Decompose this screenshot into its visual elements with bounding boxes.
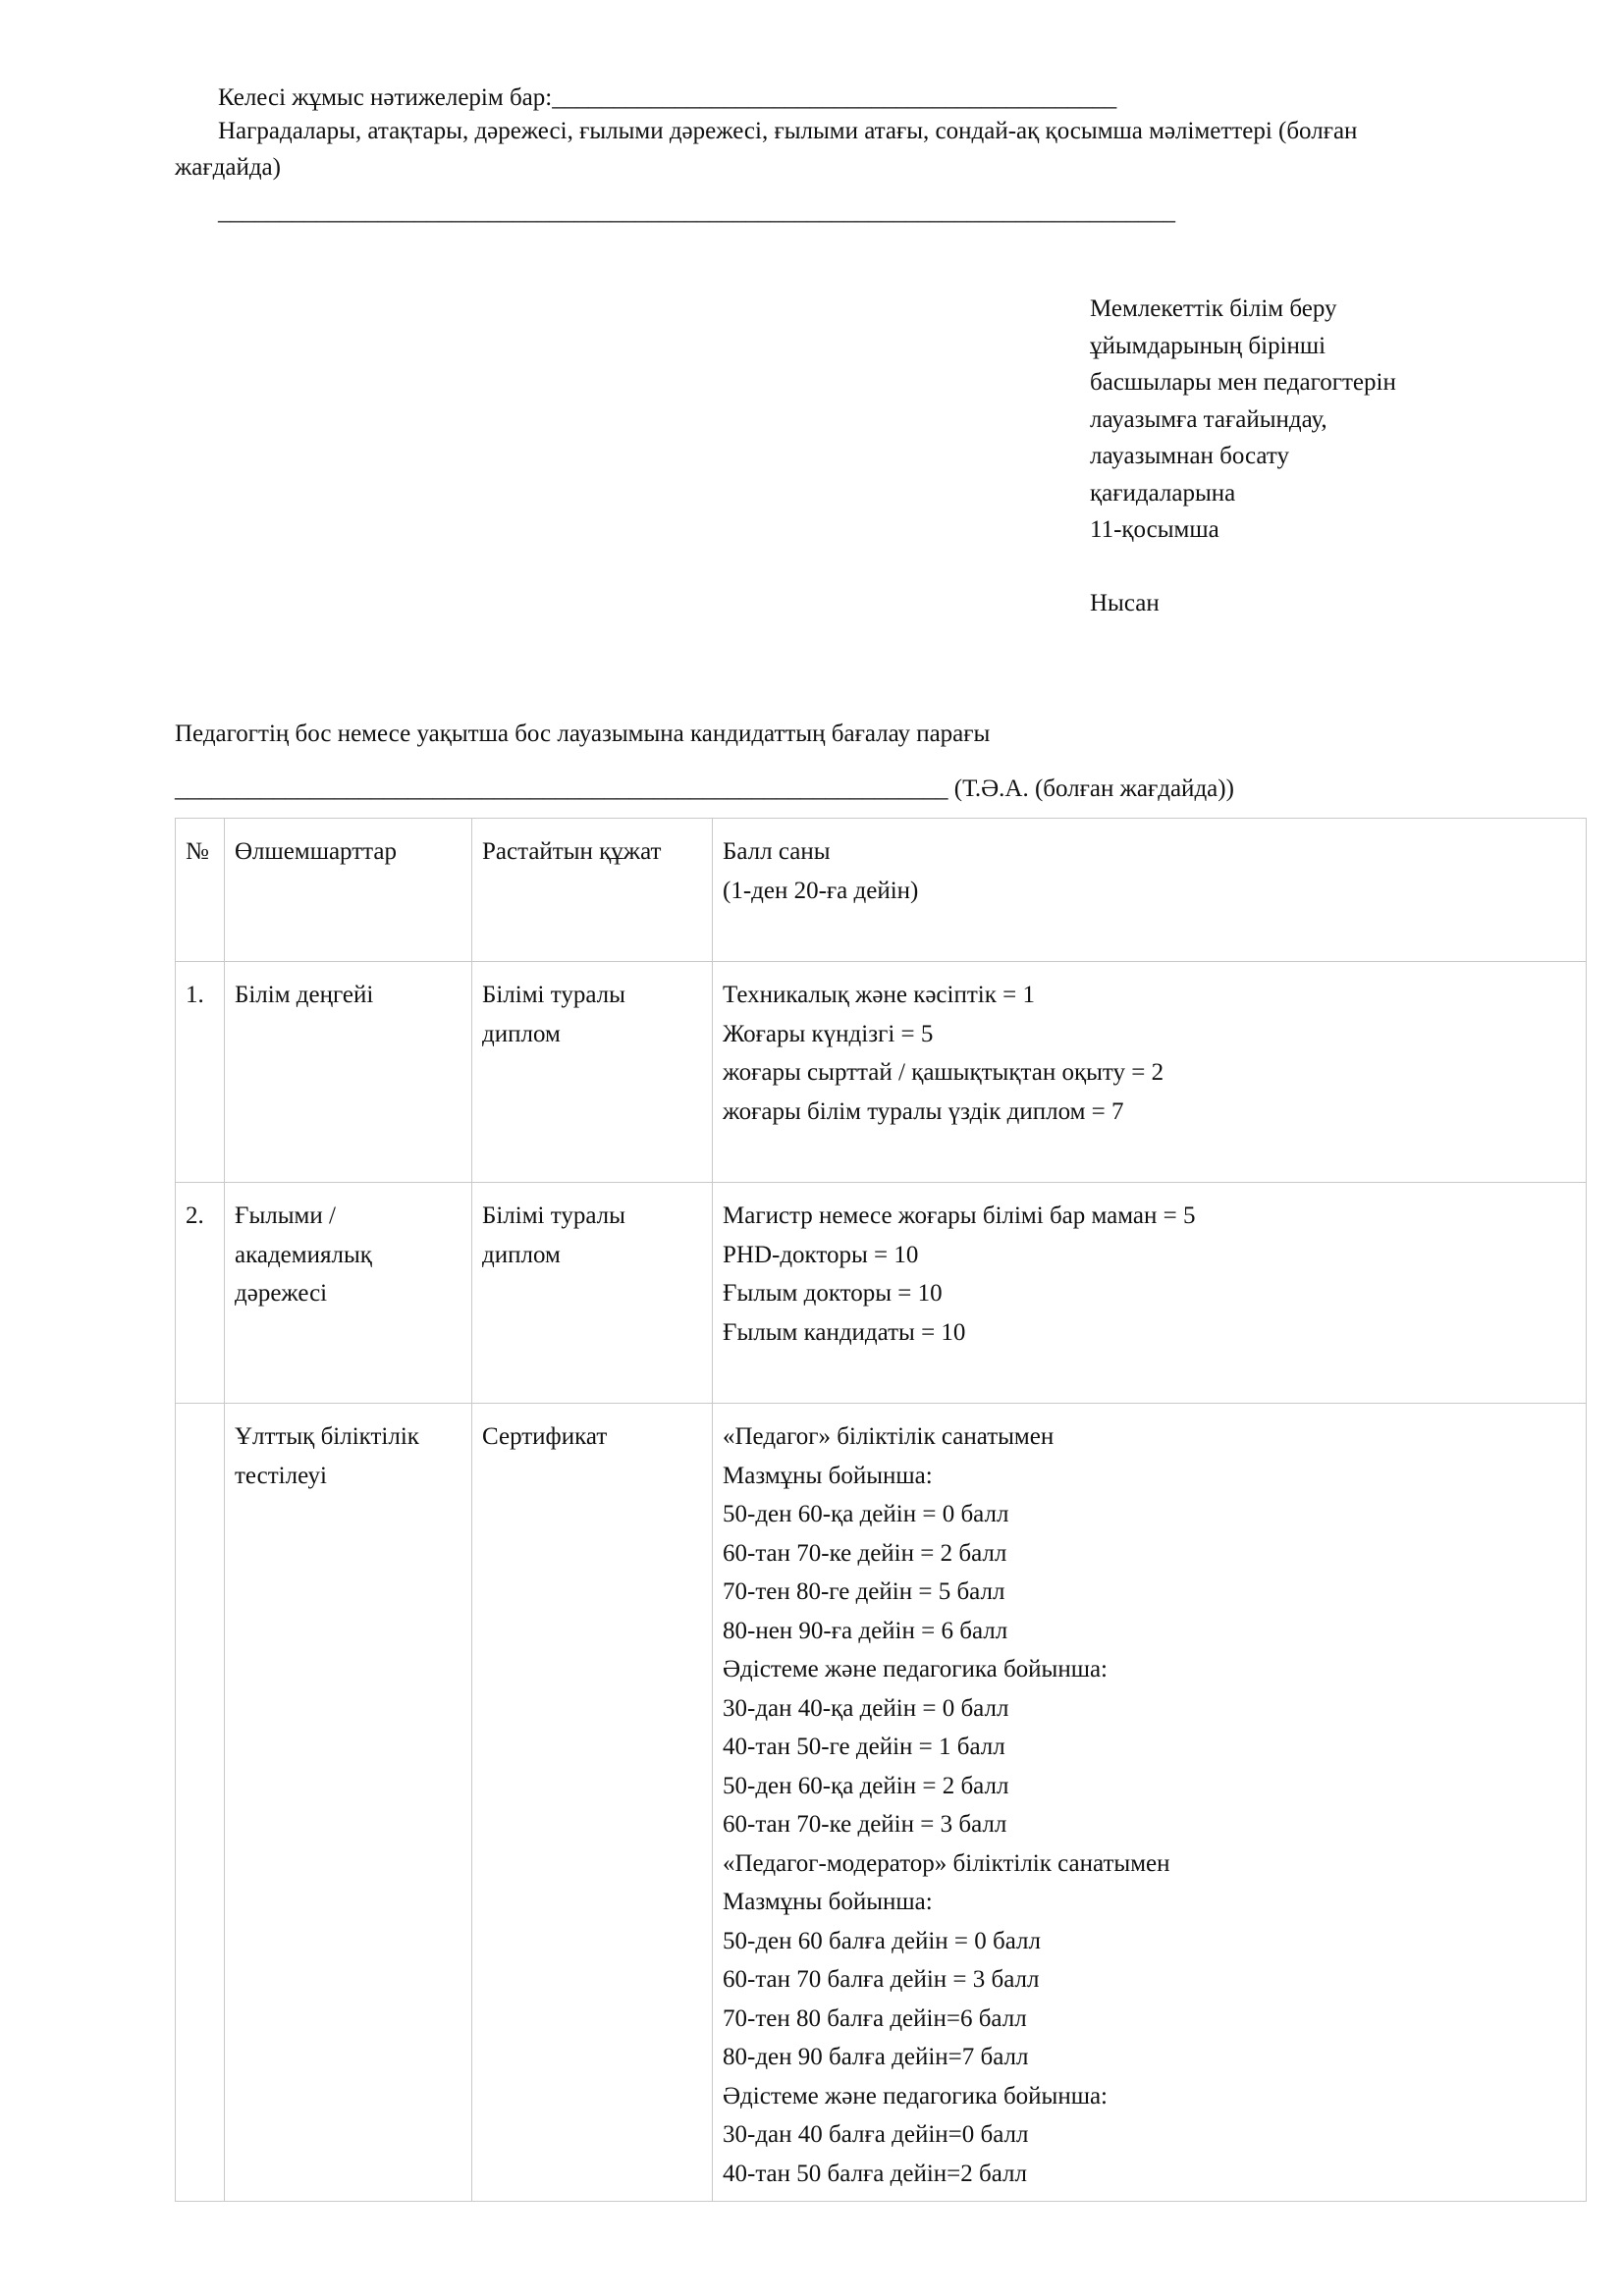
header-number: № <box>176 819 225 962</box>
score-line: Ғылым кандидаты = 10 <box>723 1318 966 1346</box>
score-line: 50-ден 60-қа дейін = 0 балл <box>723 1501 1009 1527</box>
appendix-line: лауазымға тағайындау, <box>1090 405 1327 433</box>
header-score-label: Балл саны <box>723 838 831 865</box>
row-number: 2. <box>176 1183 225 1404</box>
appendix-line: қағидаларына <box>1090 479 1236 507</box>
criterion-line: тестілеуі <box>235 1462 328 1489</box>
appendix-line: 11-қосымша <box>1090 516 1219 543</box>
score-line: 80-ден 90 балға дейін=7 балл <box>723 2044 1029 2070</box>
score-line: Әдістеме және педагогика бойынша: <box>723 1656 1109 1682</box>
score-line: 40-тан 50-ге дейін = 1 балл <box>723 1734 1005 1760</box>
name-line: _______________________________________________________________ (Т.Ә.А. (болған жағдайда)) <box>175 775 1234 802</box>
criterion-line: дәрежесі <box>235 1280 328 1307</box>
score-line: 40-тан 50 балға дейін=2 балл <box>723 2160 1027 2187</box>
score-line: Мазмұны бойынша: <box>723 1462 933 1489</box>
score-line: 60-тан 70-ке дейін = 2 балл <box>723 1539 1007 1567</box>
header-score <box>713 819 1587 962</box>
criterion-line: Ғылыми / <box>235 1202 336 1229</box>
score-line: жоғары білім туралы үздік диплом = 7 <box>723 1097 1124 1125</box>
awards-line-1: Наградалары, атақтары, дәрежесі, ғылыми дәрежесі, ғылыми атағы, сондай-ақ қосымша мәліметтері (болған <box>218 118 1358 144</box>
score-line: 30-дан 40 балға дейін=0 балл <box>723 2121 1029 2148</box>
table-header-row <box>176 819 1587 962</box>
header-document: Растайтын құжат <box>472 819 713 962</box>
criterion-line: Ұлттық біліктілік <box>235 1423 419 1450</box>
score-line: 70-тен 80-ге дейін = 5 балл <box>723 1578 1005 1605</box>
evaluation-table <box>175 818 1587 2202</box>
score-line: Ғылым докторы = 10 <box>723 1280 943 1307</box>
table-row <box>176 1183 1587 1404</box>
row-number <box>176 1404 225 2202</box>
document-line: диплом <box>482 1020 561 1047</box>
score-line: 70-тен 80 балға дейін=6 балл <box>723 2004 1027 2032</box>
score-line: Техникалық және кәсіптік = 1 <box>723 982 1035 1008</box>
row-score <box>713 1183 1587 1404</box>
table-row <box>176 962 1587 1183</box>
row-criterion <box>225 962 472 1183</box>
row-document <box>472 1404 713 2202</box>
sheet-title: Педагогтің бос немесе уақытша бос лауазымына кандидаттың бағалау парағы <box>175 721 991 747</box>
score-line: 60-тан 70 балға дейін = 3 балл <box>723 1966 1040 1993</box>
row-score <box>713 1404 1587 2202</box>
awards-line-2: жағдайда) <box>175 154 281 181</box>
appendix-line: Мемлекеттік білім беру <box>1090 295 1337 322</box>
awards-blank-line: ______________________________________________________________________________ <box>218 198 1175 225</box>
document-line: Сертификат <box>482 1423 608 1450</box>
appendix-line: ұйымдарының бірінші <box>1090 332 1326 359</box>
score-line: жоғары сырттай / қашықтықтан оқыту = 2 <box>723 1059 1164 1086</box>
appendix-line: басшылары мен педагогтерін <box>1090 369 1396 396</box>
row-document <box>472 1183 713 1404</box>
score-line: 50-ден 60 балға дейін = 0 балл <box>723 1927 1041 1954</box>
criterion-line: Білім деңгейі <box>235 982 374 1008</box>
score-line: PHD-докторы = 10 <box>723 1241 919 1268</box>
header-score-range: (1-ден 20-ға дейін) <box>723 877 919 904</box>
document-line: Білімі туралы <box>482 982 625 1008</box>
row-score <box>713 962 1587 1183</box>
score-line: 50-ден 60-қа дейін = 2 балл <box>723 1772 1009 1799</box>
score-line: Магистр немесе жоғары білімі бар маман = 5 <box>723 1202 1196 1229</box>
row-criterion <box>225 1404 472 2202</box>
appendix-line: лауазымнан босату <box>1090 443 1289 469</box>
table-row <box>176 1404 1587 2202</box>
score-line: 80-нен 90-ға дейін = 6 балл <box>723 1617 1008 1644</box>
score-line: «Педагог» біліктілік санатымен <box>723 1423 1055 1450</box>
row-criterion <box>225 1183 472 1404</box>
score-line: 60-тан 70-ке дейін = 3 балл <box>723 1811 1007 1838</box>
score-line: Әдістеме және педагогика бойынша: <box>723 2082 1109 2109</box>
score-line: Мазмұны бойынша: <box>723 1889 933 1915</box>
form-label: Нысан <box>1090 590 1160 616</box>
header-criteria: Өлшемшарттар <box>225 819 472 962</box>
score-line: 30-дан 40-қа дейін = 0 балл <box>723 1694 1009 1722</box>
score-line: «Педагог-модератор» біліктілік санатымен <box>723 1849 1170 1877</box>
appendix-block <box>1090 291 1502 622</box>
document-line: Білімі туралы <box>482 1202 625 1229</box>
criterion-line: академиялық <box>235 1241 372 1268</box>
work-results-line: Келесі жұмыс нәтижелерім бар:______________________________________________ <box>218 84 1117 111</box>
document-line: диплом <box>482 1241 561 1268</box>
score-line: Жоғары күндізгі = 5 <box>723 1020 934 1047</box>
row-number: 1. <box>176 962 225 1183</box>
row-document <box>472 962 713 1183</box>
